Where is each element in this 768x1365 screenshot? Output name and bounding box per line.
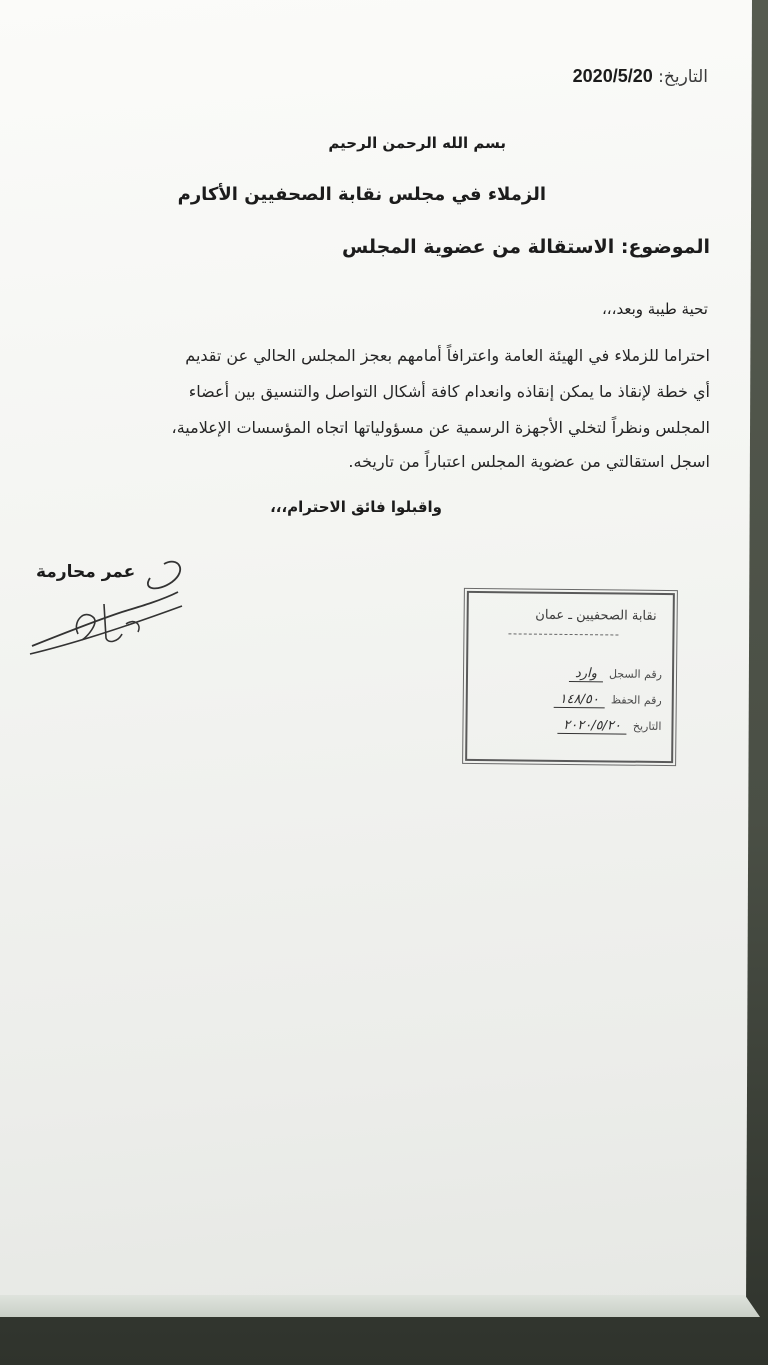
signer-name: عمر محارمة	[36, 562, 136, 582]
addressee: الزملاء في مجلس نقابة الصحفيين الأكارم	[177, 184, 546, 205]
closing-line: واقبلوا فائق الاحترام،،،	[270, 498, 442, 516]
stamp-row-value: ٢٠٢٠/٥/٢٠	[557, 718, 627, 735]
body-line: احتراما للزملاء في الهيئة العامة واعترافاً أمامهم بعجز المجلس الحالي عن تقديم	[185, 346, 710, 365]
body-line: المجلس ونظراً لتخلي الأجهزة الرسمية عن مسؤولياتها اتجاه المؤسسات الإعلامية،	[171, 418, 710, 437]
stamp-row	[553, 692, 661, 709]
basmala: بسم الله الرحمن الرحيم	[328, 134, 506, 152]
stamp-row	[557, 718, 661, 735]
stamp-row-label: رقم الحفظ	[610, 693, 662, 707]
date-label: التاريخ:	[658, 67, 708, 87]
stamp-row-label: رقم السجل	[608, 667, 663, 681]
greeting: تحية طيبة وبعد،،،	[601, 300, 708, 318]
signature-icon	[22, 552, 202, 672]
date-value: 2020/5/20	[572, 66, 653, 86]
paper-edge	[0, 1295, 760, 1317]
registration-stamp	[465, 591, 675, 763]
stamp-row-value: ١٤٨/٥٠	[553, 692, 604, 709]
stamp-row	[569, 666, 662, 683]
stamp-divider	[508, 633, 618, 636]
stamp-row-value: وارد	[569, 666, 603, 682]
stamp-row-label: التاريخ	[632, 719, 662, 733]
body-line: اسجل استقالتي من عضوية المجلس اعتباراً من تاريخه.	[348, 452, 710, 471]
subject-line: الموضوع: الاستقالة من عضوية المجلس	[342, 236, 710, 258]
date-line	[573, 66, 708, 87]
body-line: أي خطة لإنقاذ ما يمكن إنقاذه وانعدام كافة أشكال التواصل والتنسيق بين أعضاء	[188, 382, 710, 401]
stamp-title: نقابة الصحفيين ـ عمان	[535, 607, 657, 624]
